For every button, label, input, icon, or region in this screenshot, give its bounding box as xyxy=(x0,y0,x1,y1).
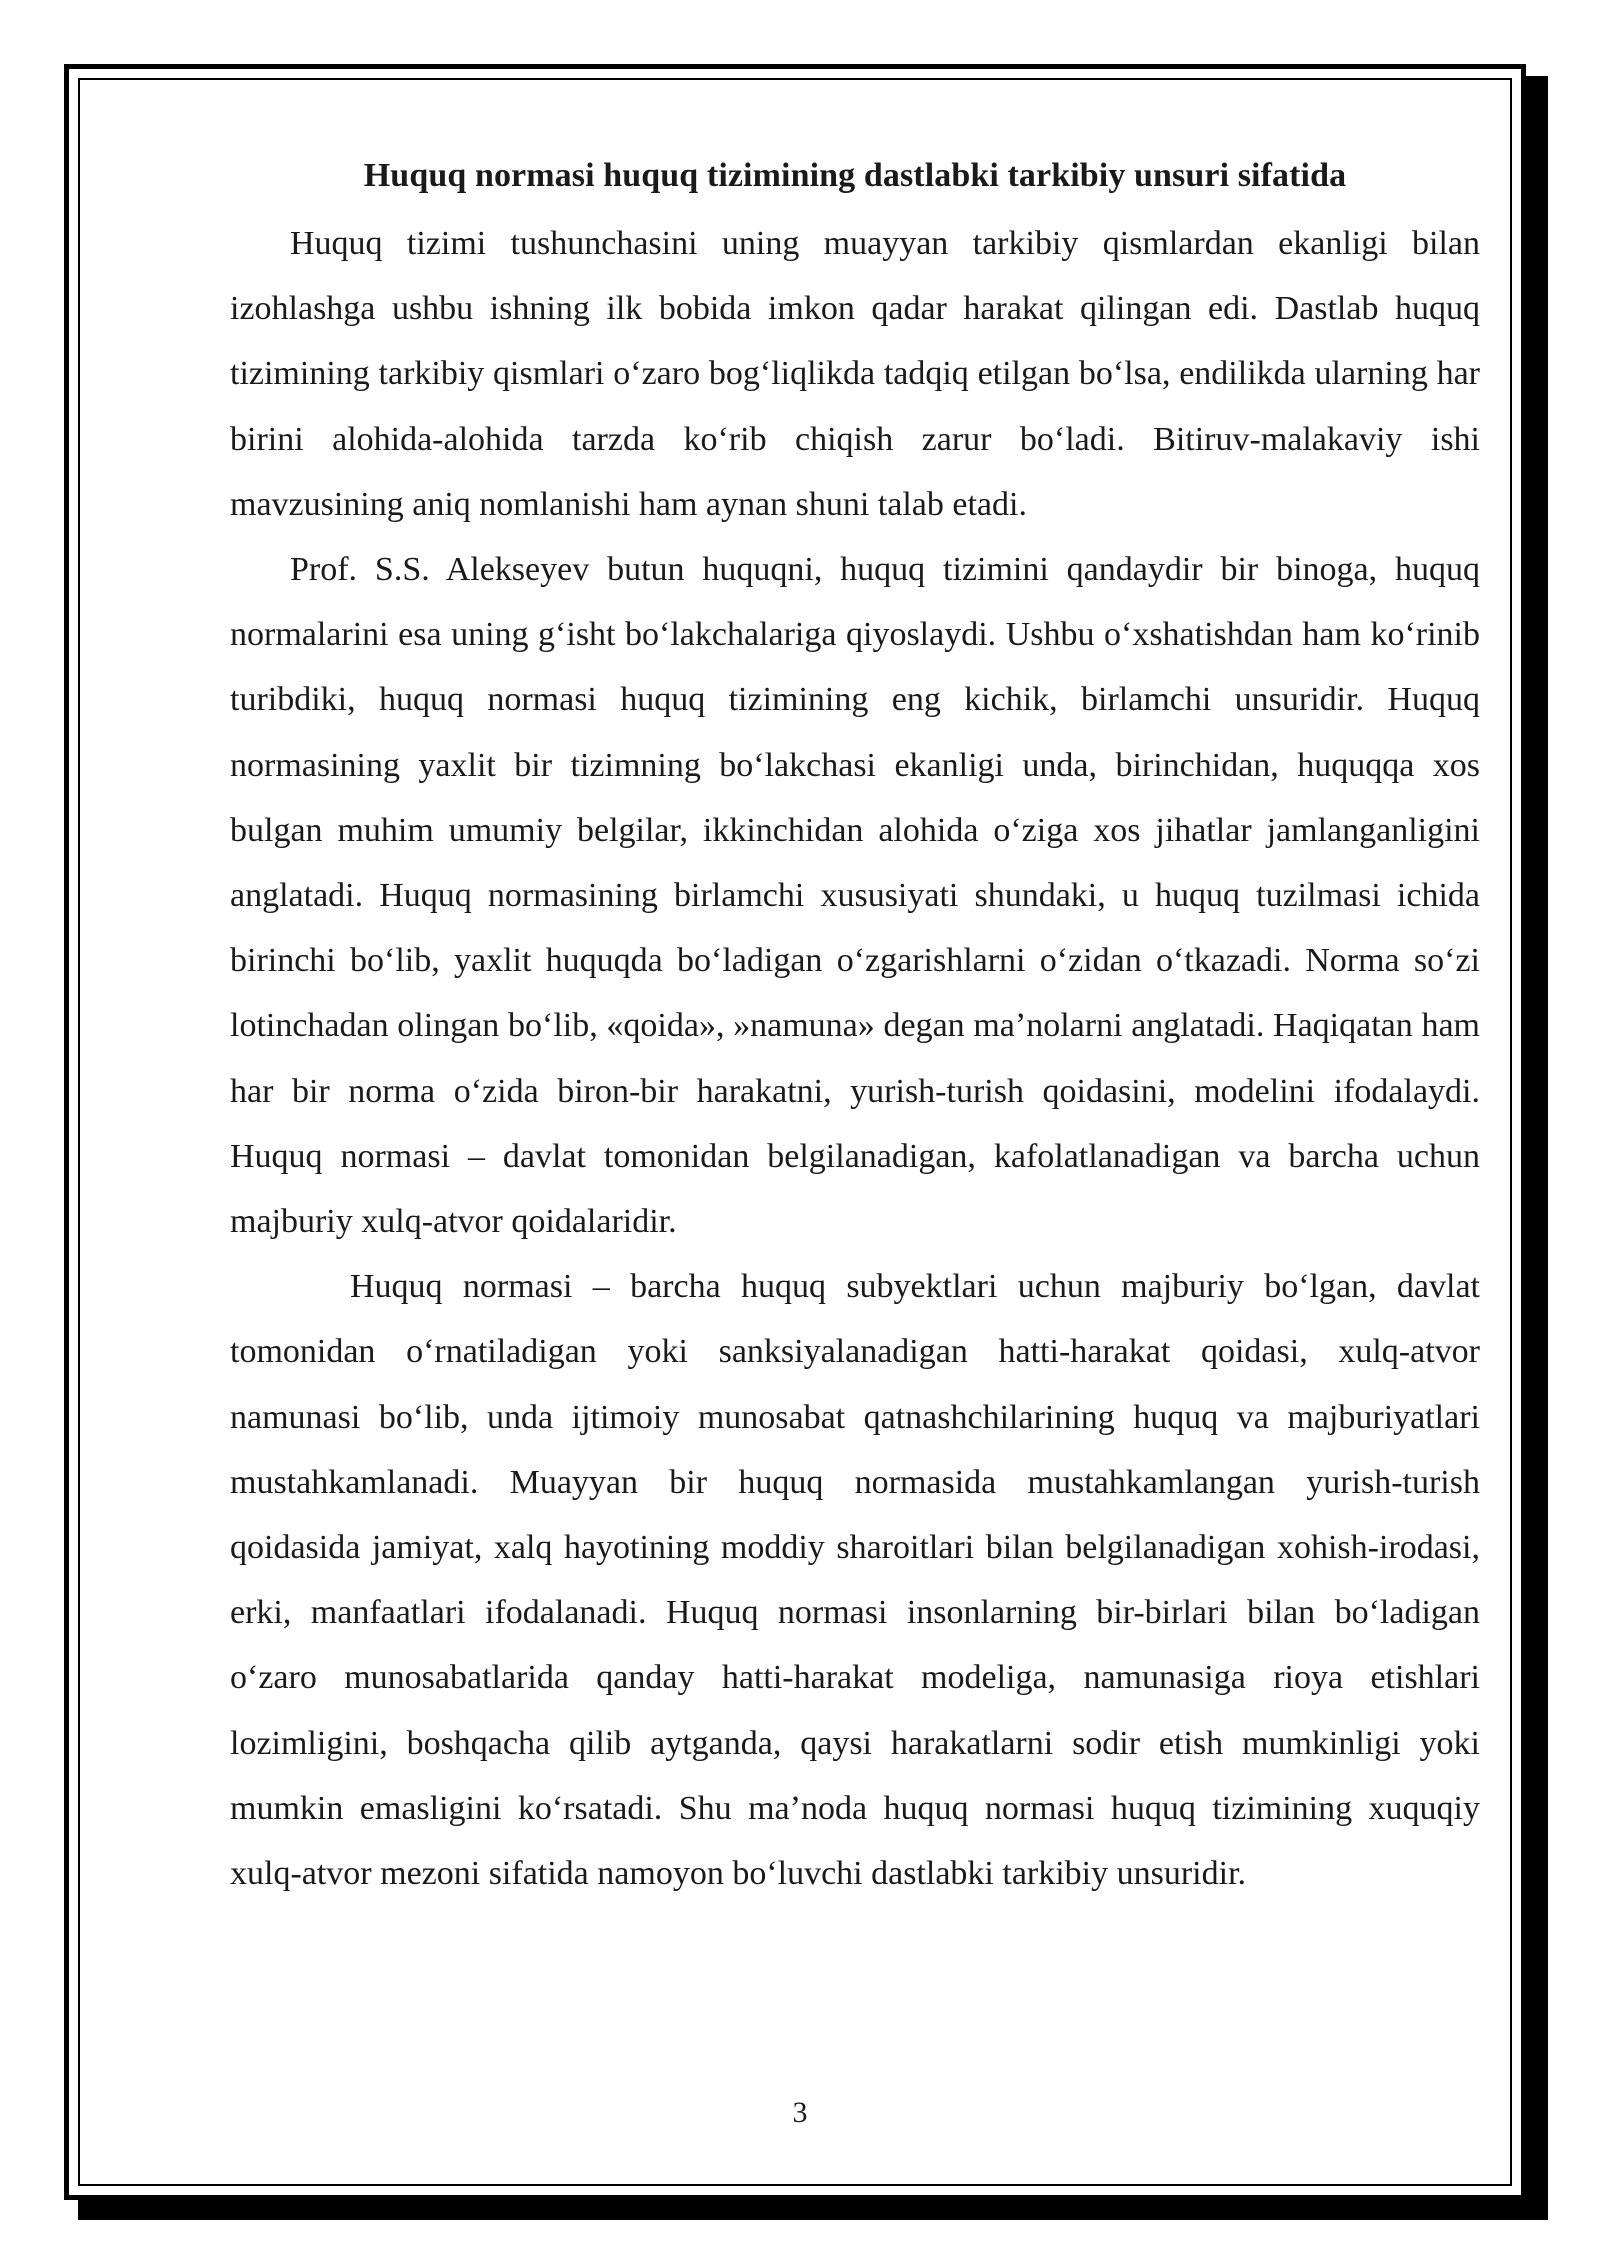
body-paragraph-1: Huquq tizimi tushunchasini uning muayyan tarkibiy qismlardan ekanligi bilan izohlashga ushbu ishning ilk bobida imkon qadar harakat qilingan edi. Dastlab huquq tizimining tarkibiy qismlari oʻzaro bogʻliqlikda tadqiq etilgan boʻlsa, endilikda ularning har birini alohida-alohida tarzda koʻrib chiqish zarur boʻladi. Bitiruv-malakaviy ishi mavzusining aniq nomlanishi ham aynan shuni talab etadi. xyxy=(230,225,1480,523)
document-title: Huquq normasi huquq tizimining dastlabki tarkibiy unsuri sifatida xyxy=(363,157,1347,194)
body-paragraph-2: Prof. S.S. Alekseyev butun huquqni, huquq tizimini qandaydir bir binoga, huquq normalarini esa uning gʻisht boʻlakchalariga qiyoslaydi. Ushbu oʻxshatishdan ham koʻrinib turibdiki, huquq normasi huquq tizimining eng kichik, birlamchi unsuridir. Huquq normasining yaxlit bir tizimning boʻlakchasi ekanligi unda, birinchidan, huquqqa xos bulgan muhim umumiy belgilar, ikkinchidan alohida oʻziga xos jihatlar jamlanganligini anglatadi. Huquq normasining birlamchi xususiyati shundaki, u huquq tuzilmasi ichida birinchi boʻlib, yaxlit huquqda boʻladigan oʻzgarishlarni oʻzidan oʻtkazadi. Norma soʻzi lotinchadan olingan boʻlib, «qoida», »namuna» degan maʼnolarni anglatadi. Haqiqatan ham har bir norma oʻzida biron-bir harakatni, yurish-turish qoidasini, modelini ifodalaydi. Huquq normasi – davlat tomonidan belgilanadigan, kafolatlanadigan va barcha uchun majburiy xulq-atvor qoidalaridir. xyxy=(230,551,1480,1241)
page-number: 3 xyxy=(792,2096,808,2129)
body-paragraph-3: Huquq normasi – barcha huquq subyektlari uchun majburiy boʻlgan, davlat tomonidan oʻrnatiladigan yoki sanksiyalanadigan hatti-harakat qoidasi, xulq-atvor namunasi boʻlib, unda ijtimoiy munosabat qatnashchilarining huquq va majburiyatlari mustahkamlanadi. Muayyan bir huquq normasida mustahkamlangan yurish-turish qoidasida jamiyat, xalq hayotining moddiy sharoitlari bilan belgilanadigan xohish-irodasi, erki, manfaatlari ifodalanadi. Huquq normasi insonlarning bir-birlari bilan boʻladigan oʻzaro munosabatlarida qanday hatti-harakat modeliga, namunasiga rioya etishlari lozimligini, boshqacha qilib aytganda, qaysi harakatlarni sodir etish mumkinligi yoki mumkin emasligini koʻrsatadi. Shu maʼnoda huquq normasi huquq tizimining xuquqiy xulq-atvor mezoni sifatida namoyon boʻluvchi dastlabki tarkibiy unsuridir. xyxy=(230,1268,1480,1893)
page-content xyxy=(230,145,1480,1906)
